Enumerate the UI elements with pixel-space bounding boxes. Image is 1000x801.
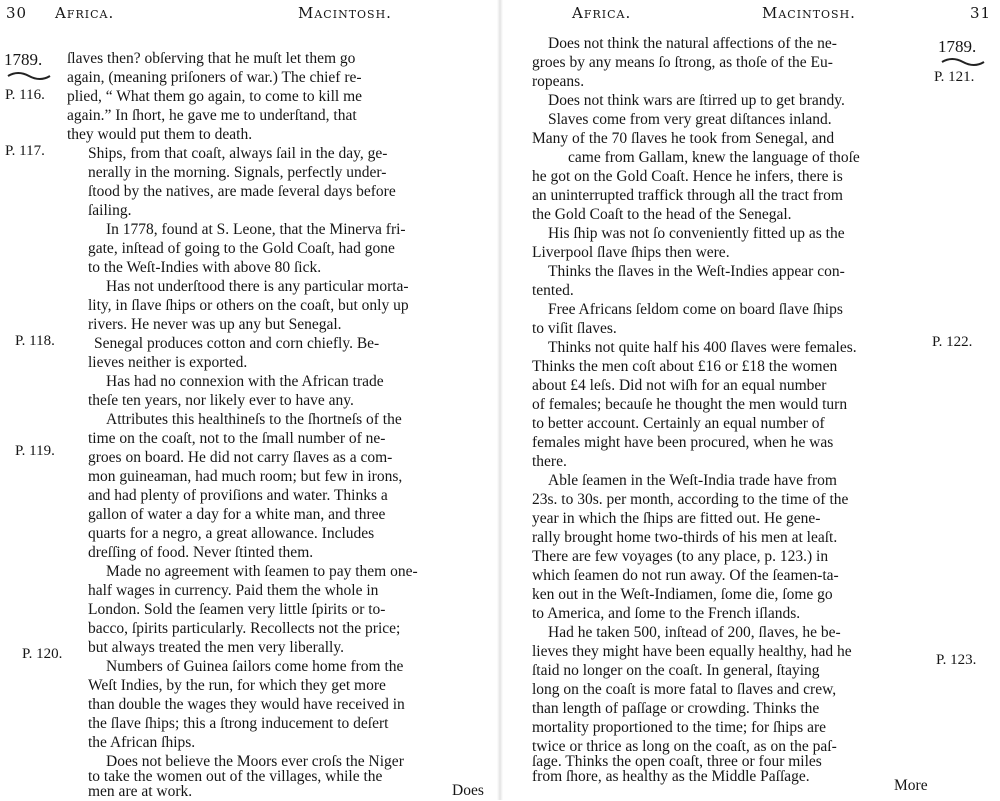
text-line: ſtood by the natives, are made ſeveral days before <box>88 183 396 200</box>
text-line: about £4 leſs. Did not wiſh for an equal number <box>532 377 827 394</box>
text-line: but always treated the men very liberally. <box>88 639 344 656</box>
text-line: In 1778, found at S. Leone, that the Minerva fri- <box>106 221 406 238</box>
text-line: the Gold Coaſt to the head of the Senegal. <box>532 206 792 223</box>
text-line: lieves neither is exported. <box>88 354 248 371</box>
text-line: 23s. to 30s. per month, according to the time of the <box>532 491 849 508</box>
year-swash-ornament <box>940 56 986 68</box>
text-line: quarts for a negro, a great allowance. Includes <box>88 525 375 542</box>
text-line: ſailing. <box>88 202 132 219</box>
text-line: groes on board. He did not carry ſlaves as a com- <box>88 449 393 466</box>
text-line: Many of the 70 ſlaves he took from Senegal, and <box>532 130 835 147</box>
text-line: Free Africans ſeldom come on board ſlave ſhips <box>548 301 843 318</box>
text-line: Slaves come from very great diſtances inland. <box>548 111 832 128</box>
text-line: nerally in the morning. Signals, perfectly under- <box>88 164 387 181</box>
margin-ref-p122: P. 122. <box>932 334 973 350</box>
text-line: there. <box>532 453 567 470</box>
text-line: lieves they might have been equally healthy, had he <box>532 643 852 660</box>
text-line: men are at work. <box>88 783 193 800</box>
text-line: ſtaid no longer on the coaſt. In general, ſtaying <box>532 662 820 679</box>
year-marker: 1789. <box>938 37 977 56</box>
text-line: Attributes this healthineſs to the ſhortneſs of the <box>106 411 402 428</box>
text-line: bacco, ſpirits particularly. Recollects not the price; <box>88 620 401 637</box>
text-line: London. Sold the ſeamen very little ſpirits or to- <box>88 601 386 618</box>
text-line: There are few voyages (to any place, p. 123.) in <box>532 548 829 565</box>
text-line: theſe ten years, nor likely ever to have any. <box>88 392 354 409</box>
text-line: dreſſing of food. Never ſtinted them. <box>88 544 314 561</box>
text-line: Had he taken 500, inſtead of 200, ſlaves, he be- <box>548 624 841 641</box>
text-line: again, (meaning priſoners of war.) The chief re- <box>67 69 362 86</box>
text-line: mon guineaman, had much room; but few in irons, <box>88 468 403 485</box>
running-head-title: Macintosh. <box>762 4 856 22</box>
running-head-section: Africa. <box>55 4 115 22</box>
page-number: 30 <box>6 4 28 22</box>
text-line: from ſhore, as healthy as the Middle Paſſage. <box>532 768 810 785</box>
running-head-section: Africa. <box>572 4 632 22</box>
page-number: 31 <box>970 4 992 22</box>
text-line: Liverpool ſlave ſhips then were. <box>532 244 730 261</box>
text-line: Thinks not quite half his 400 ſlaves were females. <box>548 339 857 356</box>
text-line: and had plenty of proviſions and water. Thinks a <box>88 487 388 504</box>
margin-ref-p117: P. 117. <box>5 143 45 159</box>
text-line: than length of paſſage or crowding. Thinks the <box>532 700 820 717</box>
text-line: twice or thrice as long on the coaſt, as on the paſ- <box>532 738 837 755</box>
text-line: Thinks the men coſt about £16 or £18 the women <box>532 358 838 375</box>
text-line: Does not think wars are ſtirred up to get brandy. <box>548 92 845 109</box>
margin-ref-p119: P. 119. <box>15 443 55 459</box>
left-page <box>0 0 500 800</box>
text-line: ken out in the Weſt-Indiamen, ſome die, ſome go <box>532 586 833 603</box>
text-line: Does not believe the Moors ever croſs the Niger <box>106 753 404 770</box>
margin-ref-p118: P. 118. <box>15 333 55 349</box>
text-line: tented. <box>532 282 574 299</box>
text-line: year in which the ſhips are fitted out. He gene- <box>532 510 821 527</box>
margin-ref-p116: P. 116. <box>5 87 45 103</box>
text-line: ropeans. <box>532 73 585 90</box>
text-line: the African ſhips. <box>88 734 196 751</box>
text-line: rivers. He never was up any but Senegal. <box>88 316 342 333</box>
text-line: Able ſeamen in the Weſt-India trade have from <box>548 472 837 489</box>
year-swash-ornament <box>6 70 52 82</box>
text-line: gate, inſtead of going to the Gold Coaſt, had gone <box>88 240 395 257</box>
margin-ref-p121: P. 121. <box>934 69 975 85</box>
text-line: Thinks the ſlaves in the Weſt-Indies appear con- <box>548 263 845 280</box>
text-line: long on the coaſt is more fatal to ſlaves and crew, <box>532 681 837 698</box>
text-line: Senegal produces cotton and corn chiefly. Be- <box>94 335 380 352</box>
right-page <box>500 0 1000 800</box>
text-line: to America, and ſome to the French iſlands. <box>532 605 801 622</box>
text-line: His ſhip was not ſo conveniently fitted up as the <box>548 225 845 242</box>
text-line: the ſlave ſhips; this a ſtrong inducement to deſert <box>88 715 389 732</box>
text-line: Ships, from that coaſt, always ſail in the day, ge- <box>88 145 388 162</box>
text-line: to take the women out of the villages, while the <box>88 768 383 785</box>
text-line: Made no agreement with ſeamen to pay them one- <box>106 563 418 580</box>
text-line: time on the coaſt, not to the ſmall number of ne- <box>88 430 386 447</box>
text-line: Does not think the natural affections of the ne- <box>548 35 837 52</box>
running-head-title: Macintosh. <box>298 4 392 22</box>
text-line: ſage. Thinks the open coaſt, three or four miles <box>532 753 822 770</box>
text-line: to the Weſt-Indies with above 80 ſick. <box>88 259 322 276</box>
text-line: Has had no connexion with the African trade <box>106 373 384 390</box>
text-line: ſlaves then? obſerving that he muſt let them go <box>67 50 356 67</box>
catchword: Does <box>452 782 484 799</box>
text-line: half wages in currency. Paid them the whole in <box>88 582 379 599</box>
text-line: of females; becauſe he thought the men would turn <box>532 396 848 413</box>
text-line: to better account. Certainly an equal number of <box>532 415 825 432</box>
text-line: females might have been procured, when he was <box>532 434 834 451</box>
text-line: plied, “ What them go again, to come to kill me <box>67 88 362 105</box>
text-line: Has not underſtood there is any particular morta- <box>106 278 409 295</box>
margin-ref-p120: P. 120. <box>22 646 63 662</box>
text-line: came from Gallam, knew the language of thoſe <box>568 149 860 166</box>
text-line: groes by any means ſo ſtrong, as thoſe of the Eu- <box>532 54 833 71</box>
year-marker: 1789. <box>4 50 43 69</box>
text-line: lity, in ſlave ſhips or others on the coaſt, but only up <box>88 297 409 314</box>
catchword: More <box>894 777 928 794</box>
text-line: Weſt Indies, by the run, for which they get more <box>88 677 386 694</box>
margin-ref-p123: P. 123. <box>936 652 977 668</box>
text-line: gallon of water a day for a white man, and three <box>88 506 386 523</box>
text-line: which ſeamen do not run away. Of the ſeamen-ta- <box>532 567 839 584</box>
text-line: to viſit ſlaves. <box>532 320 617 337</box>
text-line: rally brought home two-thirds of his men at leaſt. <box>532 529 838 546</box>
text-line: again.” In ſhort, he gave me to underſtand, that <box>67 107 357 124</box>
text-line: mortality proportioned to the time; for ſhips are <box>532 719 827 736</box>
text-line: they would put them to death. <box>67 126 253 143</box>
text-line: Numbers of Guinea ſailors come home from the <box>106 658 404 675</box>
text-line: than double the wages they would have received in <box>88 696 405 713</box>
text-line: an uninterrupted traffick through all the tract from <box>532 187 843 204</box>
text-line: he got on the Gold Coaſt. Hence he infers, there is <box>532 168 843 185</box>
